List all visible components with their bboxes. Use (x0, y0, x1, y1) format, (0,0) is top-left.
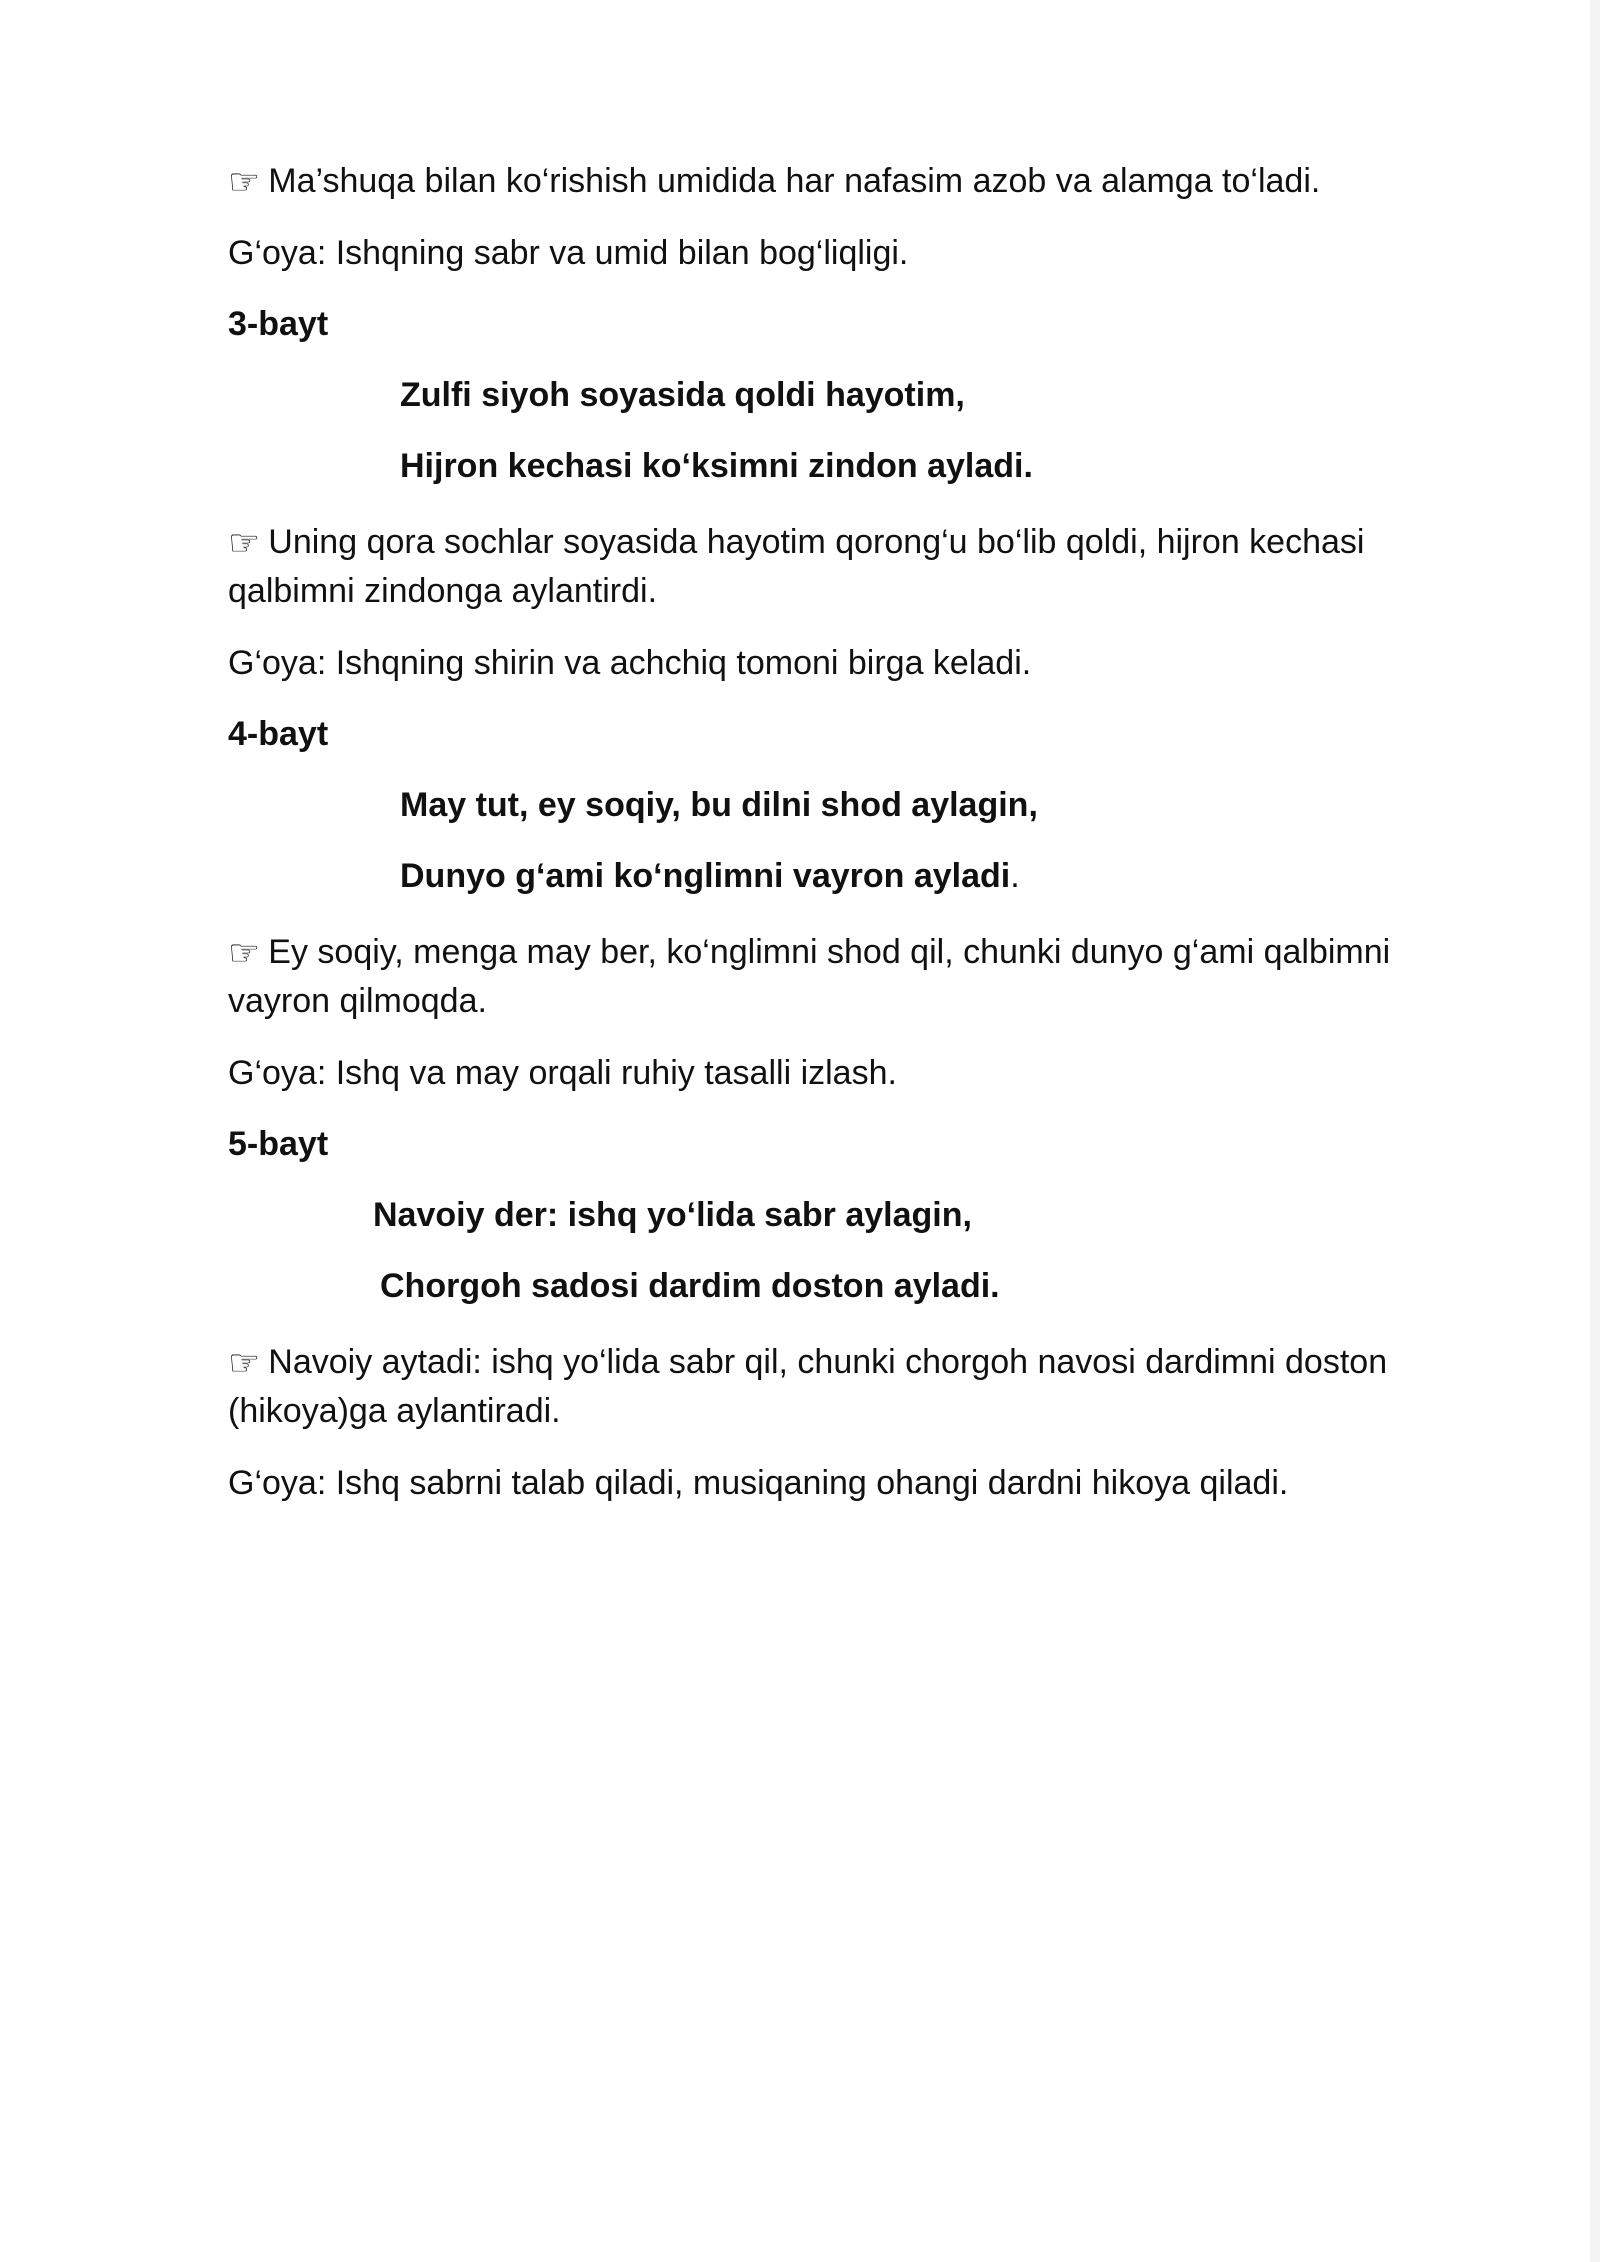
explanation-text-line-1: Navoiy aytadi: ishq yo‘lida sabr qil, chunki chorgoh navosi dardimni doston (268, 1343, 1388, 1381)
heading-bayt-3: 3-bayt (228, 305, 329, 343)
explanation-bayt-3 (228, 517, 1458, 567)
idea-bayt-3: G‘oya: Ishqning shirin va achchiq tomoni birga keladi. (228, 644, 1032, 682)
heading-bayt-5: 5-bayt (228, 1125, 329, 1163)
explanation-bayt-3-cont: qalbimni zindonga aylantirdi. (228, 572, 658, 610)
verse-bayt-4-line-2 (400, 851, 1400, 901)
pointing-hand-icon: ☞ (228, 162, 261, 203)
pointing-hand-icon: ☞ (228, 933, 261, 974)
explanation-bayt-5-cont: (hikoya)ga aylantiradi. (228, 1392, 561, 1430)
explanation-text-line-1: Ey soqiy, menga may ber, ko‘nglimni shod qil, chunki dunyo g‘ami qalbimni (268, 933, 1391, 971)
verse-text: Dunyo g‘ami ko‘nglimni vayron ayladi (400, 857, 1011, 895)
page-edge-shadow (1590, 0, 1600, 2262)
idea-bayt-4: G‘oya: Ishq va may orqali ruhiy tasalli izlash. (228, 1054, 897, 1092)
pointing-hand-icon: ☞ (228, 523, 261, 564)
explanation-bayt-4-cont: vayron qilmoqda. (228, 982, 487, 1020)
idea-bayt-5: G‘oya: Ishq sabrni talab qiladi, musiqaning ohangi dardni hikoya qiladi. (228, 1464, 1289, 1502)
verse-bayt-3-line-1: Zulfi siyoh soyasida qoldi hayotim, (400, 376, 965, 414)
explanation-bayt-5 (228, 1337, 1458, 1387)
explanation-text-line-1: Uning qora sochlar soyasida hayotim qorong‘u bo‘lib qoldi, hijron kechasi (268, 523, 1365, 561)
verse-bayt-5-line-1: Navoiy der: ishq yo‘lida sabr aylagin, (373, 1196, 972, 1234)
verse-bayt-4-line-1: May tut, ey soqiy, bu dilni shod aylagin, (400, 786, 1038, 824)
verse-bayt-5-line-2: Chorgoh sadosi dardim doston ayladi. (380, 1267, 1000, 1305)
explanation-bayt-4 (228, 927, 1458, 977)
pointing-hand-icon: ☞ (228, 1343, 261, 1384)
explanation-bayt-2 (228, 156, 1458, 206)
idea-bayt-2: G‘oya: Ishqning sabr va umid bilan bog‘liqligi. (228, 234, 909, 272)
verse-period: . (1010, 857, 1020, 895)
explanation-text: Ma’shuqa bilan ko‘rishish umidida har nafasim azob va alamga to‘ladi. (268, 162, 1321, 200)
verse-bayt-3-line-2: Hijron kechasi ko‘ksimni zindon ayladi. (400, 447, 1033, 485)
heading-bayt-4: 4-bayt (228, 715, 329, 753)
